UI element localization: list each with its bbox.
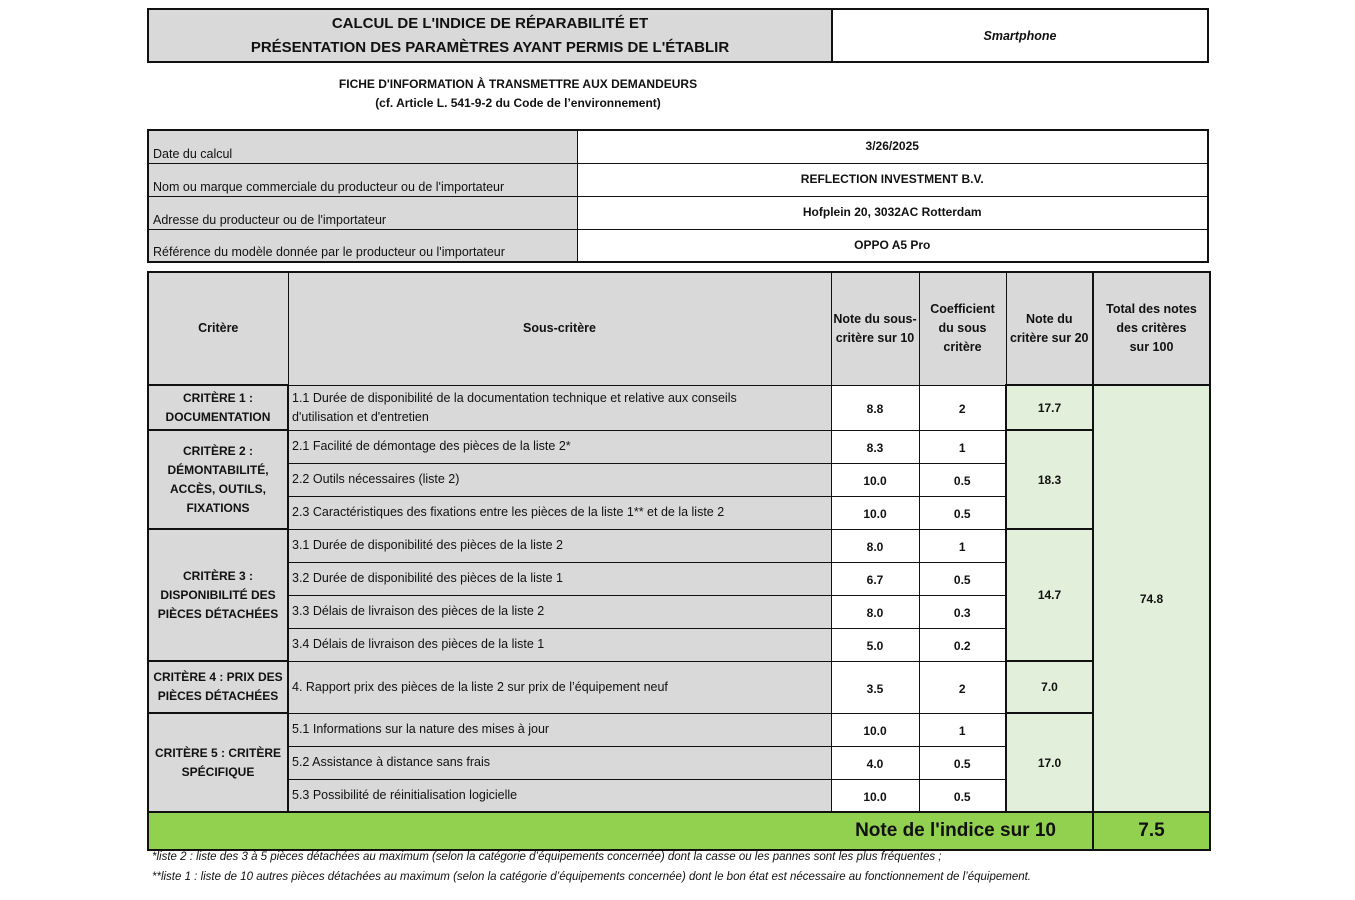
criterion-line: DISPONIBILITÉ DES: [160, 587, 276, 602]
criterion-line: CRITÈRE 3 :: [182, 568, 253, 583]
criterion-4-label: [148, 661, 288, 713]
sub-criterion-note: 8.0: [831, 595, 919, 628]
sub-criterion-line: 1.1 Durée de disponibilité de la documentation technique et relative aux conseils: [292, 390, 737, 405]
header-line: critère sur 20: [1009, 330, 1089, 345]
sub-criterion-coefficient: 2: [919, 385, 1006, 430]
criterion-score: 18.3: [1006, 430, 1093, 529]
sub-criterion-coefficient: 0.5: [919, 463, 1006, 496]
sub-criterion-note: 8.0: [831, 529, 919, 562]
final-score-row: [148, 812, 1210, 850]
info-value: Hofplein 20, 3032AC Rotterdam: [577, 196, 1208, 229]
criterion-line: CRITÈRE 1 :: [182, 390, 253, 405]
criterion-1-label: [148, 385, 288, 430]
total-score: 74.8: [1093, 385, 1210, 812]
criterion-line: DOCUMENTATION: [165, 409, 271, 424]
sub-criterion-label: 3.3 Délais de livraison des pièces de la liste 2: [288, 595, 831, 628]
col-header-sous-critere: Sous-critère: [288, 272, 831, 385]
criterion-line: CRITÈRE 5 : CRITÈRE: [154, 745, 281, 760]
criterion-line: SPÉCIFIQUE: [181, 764, 255, 779]
col-header-coefficient: [919, 272, 1006, 385]
sub-criterion-note: 4.0: [831, 746, 919, 779]
subtitle-line-1: FICHE D'INFORMATION À TRANSMETTRE AUX DEMANDEURS: [338, 77, 698, 91]
sub-criterion-note: 10.0: [831, 496, 919, 529]
header-line: critère: [943, 340, 982, 355]
criterion-line: FIXATIONS: [186, 500, 250, 515]
header-row: [148, 272, 1210, 385]
title-line-2: PRÉSENTATION DES PARAMÈTRES AYANT PERMIS DE L'ÉTABLIR: [250, 38, 730, 56]
criterion-line: PIÈCES DÉTACHÉES: [157, 606, 279, 621]
criterion-line: DÉMONTABILITÉ,: [167, 462, 269, 477]
sub-criterion-note: 8.8: [831, 385, 919, 430]
sub-criterion-coefficient: 0.5: [919, 496, 1006, 529]
table-row: [148, 661, 1210, 713]
header-line: sur 100: [1129, 340, 1174, 354]
header-table: [147, 8, 1209, 63]
scoring-table: [147, 271, 1211, 851]
criterion-score: 14.7: [1006, 529, 1093, 661]
sub-criterion-coefficient: 0.5: [919, 746, 1006, 779]
header-line: critère sur 10: [835, 330, 915, 345]
sub-criterion-label: 5.1 Informations sur la nature des mises à jour: [288, 713, 831, 746]
sub-criterion-label: 3.1 Durée de disponibilité des pièces de la liste 2: [288, 529, 831, 562]
sub-criterion-label: 3.2 Durée de disponibilité des pièces de la liste 1: [288, 562, 831, 595]
criterion-line: CRITÈRE 4 : PRIX DES: [153, 670, 283, 684]
document-title: [148, 9, 832, 62]
sub-criterion-note: 10.0: [831, 463, 919, 496]
sub-criterion-label: 2.2 Outils nécessaires (liste 2): [288, 463, 831, 496]
sub-criterion-coefficient: 0.5: [919, 562, 1006, 595]
info-table: [147, 129, 1209, 263]
footnote-liste-1: **liste 1 : liste de 10 autres pièces détachées au maximum (selon la catégorie d’équipements concernée) dont le bon état est nécessaire au fonctionnement de l’équipement.: [152, 871, 1031, 883]
col-header-note-sous-critere: [831, 272, 919, 385]
criterion-score: 7.0: [1006, 661, 1093, 713]
col-header-critere: Critère: [148, 272, 288, 385]
info-row: [148, 196, 1208, 229]
sub-criterion-coefficient: 1: [919, 713, 1006, 746]
sub-criterion-coefficient: 0.5: [919, 779, 1006, 812]
table-row: [148, 385, 1210, 430]
sub-criterion-note: 10.0: [831, 713, 919, 746]
table-row: [148, 713, 1210, 746]
criterion-line: PIÈCES DÉTACHÉES: [157, 689, 279, 703]
table-row: [148, 430, 1210, 463]
info-label: Adresse du producteur ou de l'importateur: [148, 196, 577, 229]
sub-criterion-line: d'utilisation et d'entretien: [292, 409, 429, 424]
info-label: Référence du modèle donnée par le producteur ou l'importateur: [148, 229, 577, 262]
criterion-score: 17.0: [1006, 713, 1093, 812]
info-label: Nom ou marque commerciale du producteur ou de l'importateur: [148, 163, 577, 196]
info-value: OPPO A5 Pro: [577, 229, 1208, 262]
criterion-3-label: [148, 529, 288, 661]
info-row: [148, 163, 1208, 196]
sub-criterion-label: 4. Rapport prix des pièces de la liste 2 sur prix de l’équipement neuf: [288, 661, 831, 713]
sub-criterion-note: 5.0: [831, 628, 919, 661]
sub-criterion-coefficient: 0.3: [919, 595, 1006, 628]
sub-criterion-note: 8.3: [831, 430, 919, 463]
header-line: Coefficient: [930, 302, 995, 317]
header-line: des critères: [1116, 321, 1187, 335]
header-line: Note du: [1025, 311, 1073, 326]
sub-criterion-coefficient: 0.2: [919, 628, 1006, 661]
criterion-2-label: [148, 430, 288, 529]
sub-criterion-note: 6.7: [831, 562, 919, 595]
sub-criterion-note: 10.0: [831, 779, 919, 812]
sub-criterion-coefficient: 1: [919, 529, 1006, 562]
sub-criterion-note: 3.5: [831, 661, 919, 713]
sub-criterion-coefficient: 2: [919, 661, 1006, 713]
criterion-line: ACCÈS, OUTILS,: [169, 481, 266, 496]
subtitle-line-2: (cf. Article L. 541-9-2 du Code de l’environnement): [375, 96, 661, 110]
sub-criterion-label: 2.3 Caractéristiques des fixations entre les pièces de la liste 1** et de la liste 2: [288, 496, 831, 529]
col-header-note-critere: [1006, 272, 1093, 385]
table-row: [148, 529, 1210, 562]
criterion-5-label: [148, 713, 288, 812]
header-line: Total des notes: [1106, 302, 1197, 316]
final-score-label: Note de l'indice sur 10: [148, 812, 1093, 850]
col-header-total: [1093, 272, 1210, 385]
sub-criterion-label: 2.1 Facilité de démontage des pièces de la liste 2*: [288, 430, 831, 463]
header-line: du sous: [938, 321, 987, 336]
final-score-value: 7.5: [1093, 812, 1210, 850]
info-row: [148, 229, 1208, 262]
header-line: Note du sous-: [833, 311, 917, 326]
equipment-category: Smartphone: [832, 9, 1208, 62]
sub-criterion-label: 5.2 Assistance à distance sans frais: [288, 746, 831, 779]
sub-criterion-coefficient: 1: [919, 430, 1006, 463]
info-row: [148, 130, 1208, 163]
info-value: 3/26/2025: [577, 130, 1208, 163]
sub-criterion-label: 5.3 Possibilité de réinitialisation logicielle: [288, 779, 831, 812]
criterion-line: CRITÈRE 2 :: [182, 443, 253, 458]
sub-criterion-label: 3.4 Délais de livraison des pièces de la liste 1: [288, 628, 831, 661]
criterion-score: 17.7: [1006, 385, 1093, 430]
sub-criterion-label: [288, 385, 831, 430]
footnote-liste-2: *liste 2 : liste des 3 à 5 pièces détachées au maximum (selon la catégorie d’équipements concernée) dont la casse ou les pannes sont les plus fréquentes ;: [152, 851, 942, 863]
info-label: Date du calcul: [148, 130, 577, 163]
info-value: REFLECTION INVESTMENT B.V.: [577, 163, 1208, 196]
title-line-1: CALCUL DE L'INDICE DE RÉPARABILITÉ ET: [331, 14, 649, 32]
